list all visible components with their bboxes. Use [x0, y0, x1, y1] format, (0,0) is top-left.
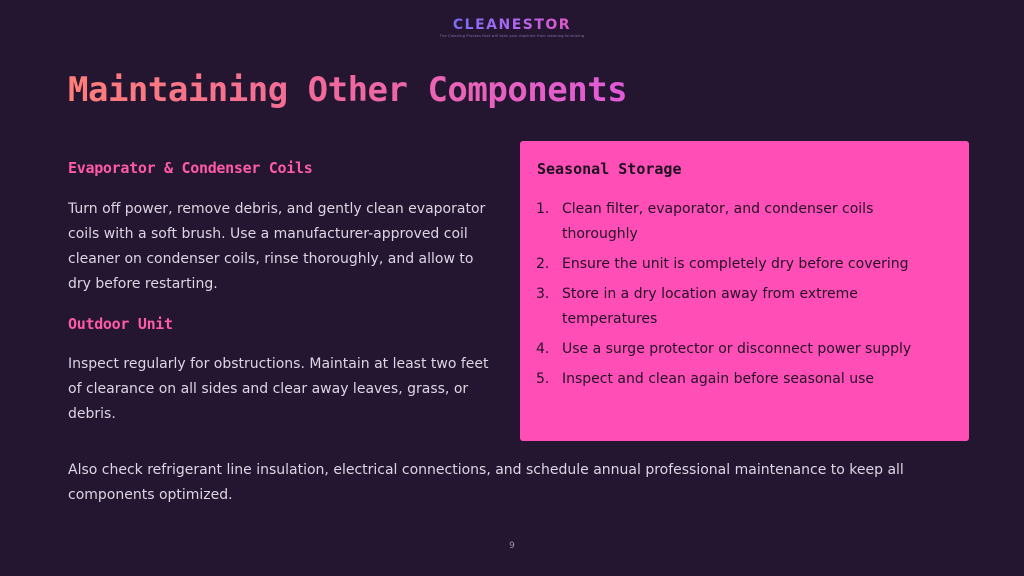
seasonal-storage-list [536, 197, 936, 397]
list-item [536, 252, 936, 277]
section-heading-coils: Evaporator & Condenser Coils [68, 159, 313, 177]
logo [0, 14, 1024, 38]
logo-wordmark: CLEANESTOR [452, 17, 572, 33]
list-item-text: Clean filter, evaporator, and condenser coils thoroughly [562, 201, 874, 242]
seasonal-storage-title: Seasonal Storage [537, 160, 682, 178]
list-item-text: Use a surge protector or disconnect power supply [562, 341, 912, 357]
list-item-text: Ensure the unit is completely dry before covering [562, 256, 909, 272]
list-item-text: Store in a dry location away from extreme temperatures [562, 286, 858, 327]
page-number: 9 [509, 541, 515, 551]
list-item [536, 197, 936, 247]
list-item-text: Inspect and clean again before seasonal use [562, 371, 875, 387]
list-item-number: 3. [536, 286, 550, 302]
list-item [536, 282, 936, 332]
list-item-number: 1. [536, 201, 550, 217]
list-item-number: 5. [536, 371, 550, 387]
section-body-outdoor-unit: Inspect regularly for obstructions. Maintain at least two feet of clearance on all sides and clear away leaves, grass, or debris. [68, 356, 489, 422]
list-item [536, 337, 936, 362]
list-item-number: 2. [536, 256, 550, 272]
slide-title: Maintaining Other Components [68, 70, 628, 110]
seasonal-storage-card [520, 141, 969, 441]
logo-tagline: The Cleaning Process that will take your machine from cleaning to shining [439, 34, 585, 38]
footer-note: Also check refrigerant line insulation, electrical connections, and schedule annual professional maintenance to keep all components optimized. [68, 462, 904, 503]
list-item [536, 367, 936, 392]
list-item-number: 4. [536, 341, 550, 357]
section-heading-outdoor-unit: Outdoor Unit [68, 315, 173, 333]
section-body-coils: Turn off power, remove debris, and gently clean evaporator coils with a soft brush. Use a manufacturer-approved coil cleaner on condenser coils, rinse thoroughly, and allow to dry before restarting. [68, 201, 486, 292]
